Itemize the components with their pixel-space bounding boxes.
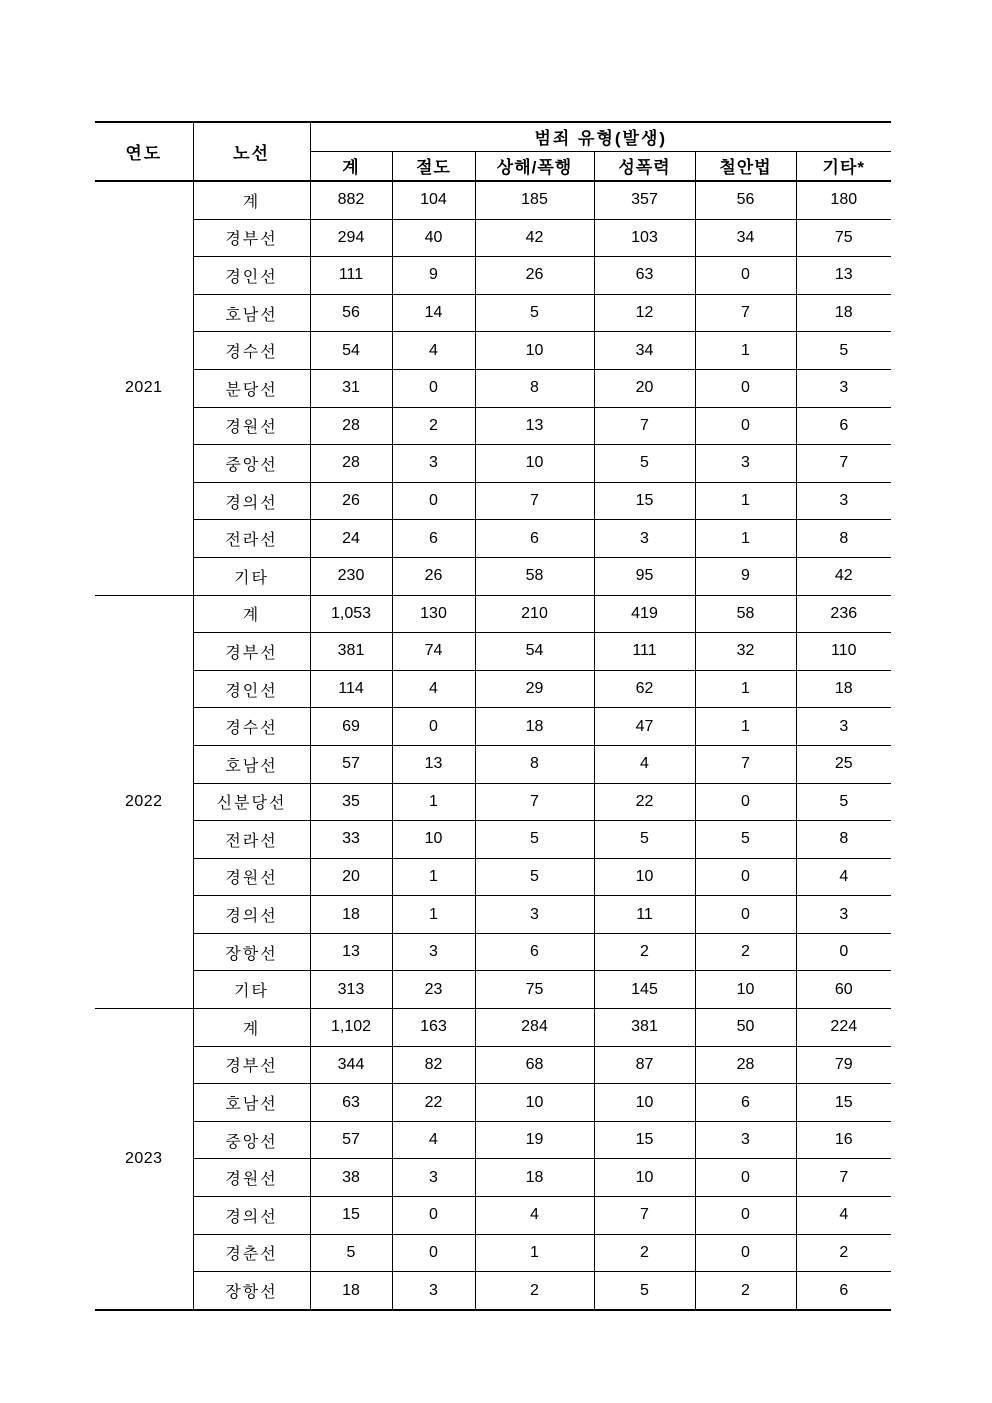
value-cell: 15	[594, 1121, 695, 1159]
crime-column-header-2: 상해/폭행	[475, 151, 594, 181]
value-cell: 15	[796, 1084, 891, 1122]
value-cell: 5	[796, 783, 891, 821]
line-cell: 계	[193, 1009, 310, 1047]
value-cell: 284	[475, 1009, 594, 1047]
line-cell: 계	[193, 595, 310, 633]
value-cell: 1	[695, 520, 796, 558]
value-cell: 79	[796, 1046, 891, 1084]
value-cell: 40	[392, 219, 475, 257]
value-cell: 2	[594, 933, 695, 971]
value-cell: 4	[796, 1197, 891, 1235]
value-cell: 103	[594, 219, 695, 257]
line-cell: 호남선	[193, 294, 310, 332]
value-cell: 6	[796, 407, 891, 445]
value-cell: 35	[310, 783, 392, 821]
value-cell: 25	[796, 745, 891, 783]
table-body	[95, 181, 891, 1310]
value-cell: 4	[475, 1197, 594, 1235]
value-cell: 15	[310, 1197, 392, 1235]
value-cell: 32	[695, 633, 796, 671]
value-cell: 1	[475, 1234, 594, 1272]
value-cell: 18	[475, 708, 594, 746]
value-cell: 63	[594, 257, 695, 295]
value-cell: 3	[392, 1159, 475, 1197]
value-cell: 10	[594, 1084, 695, 1122]
value-cell: 0	[695, 257, 796, 295]
value-cell: 8	[796, 821, 891, 859]
line-cell: 경부선	[193, 1046, 310, 1084]
value-cell: 8	[475, 745, 594, 783]
value-cell: 10	[594, 858, 695, 896]
value-cell: 42	[796, 557, 891, 595]
value-cell: 19	[475, 1121, 594, 1159]
value-cell: 1	[392, 896, 475, 934]
line-column-header: 노선	[193, 122, 310, 181]
value-cell: 47	[594, 708, 695, 746]
value-cell: 2	[594, 1234, 695, 1272]
value-cell: 13	[392, 745, 475, 783]
value-cell: 28	[695, 1046, 796, 1084]
value-cell: 22	[594, 783, 695, 821]
table-row	[95, 181, 891, 219]
table-row	[95, 1009, 891, 1047]
line-cell: 분당선	[193, 369, 310, 407]
value-cell: 75	[475, 971, 594, 1009]
value-cell: 2	[695, 933, 796, 971]
value-cell: 185	[475, 181, 594, 219]
value-cell: 28	[310, 407, 392, 445]
value-cell: 56	[310, 294, 392, 332]
value-cell: 18	[796, 670, 891, 708]
value-cell: 3	[796, 482, 891, 520]
value-cell: 5	[475, 294, 594, 332]
line-cell: 중앙선	[193, 1121, 310, 1159]
table-row	[95, 1084, 891, 1122]
value-cell: 13	[475, 407, 594, 445]
value-cell: 114	[310, 670, 392, 708]
table-row	[95, 858, 891, 896]
table-row	[95, 708, 891, 746]
value-cell: 10	[392, 821, 475, 859]
value-cell: 2	[392, 407, 475, 445]
value-cell: 2	[796, 1234, 891, 1272]
value-cell: 0	[392, 708, 475, 746]
table-row	[95, 257, 891, 295]
value-cell: 4	[392, 332, 475, 370]
value-cell: 28	[310, 445, 392, 483]
table-row	[95, 745, 891, 783]
value-cell: 111	[310, 257, 392, 295]
value-cell: 8	[475, 369, 594, 407]
line-cell: 경수선	[193, 332, 310, 370]
value-cell: 10	[695, 971, 796, 1009]
value-cell: 224	[796, 1009, 891, 1047]
value-cell: 1	[392, 858, 475, 896]
value-cell: 20	[594, 369, 695, 407]
value-cell: 0	[695, 1234, 796, 1272]
year-cell-2023: 2023	[95, 1009, 193, 1310]
line-cell: 장항선	[193, 933, 310, 971]
table-row	[95, 783, 891, 821]
value-cell: 7	[695, 294, 796, 332]
value-cell: 24	[310, 520, 392, 558]
value-cell: 33	[310, 821, 392, 859]
value-cell: 5	[310, 1234, 392, 1272]
value-cell: 3	[796, 896, 891, 934]
table-row	[95, 670, 891, 708]
value-cell: 313	[310, 971, 392, 1009]
crime-stats-table	[95, 121, 891, 1311]
value-cell: 294	[310, 219, 392, 257]
value-cell: 42	[475, 219, 594, 257]
value-cell: 10	[594, 1159, 695, 1197]
value-cell: 7	[594, 407, 695, 445]
crime-type-group-header: 범죄 유형(발생)	[310, 122, 891, 151]
value-cell: 7	[796, 1159, 891, 1197]
value-cell: 0	[695, 369, 796, 407]
table-row	[95, 520, 891, 558]
value-cell: 9	[695, 557, 796, 595]
header-group-row	[95, 122, 891, 151]
value-cell: 4	[796, 858, 891, 896]
table-row	[95, 971, 891, 1009]
value-cell: 6	[796, 1272, 891, 1310]
value-cell: 5	[796, 332, 891, 370]
line-cell: 기타	[193, 971, 310, 1009]
table-row	[95, 557, 891, 595]
value-cell: 95	[594, 557, 695, 595]
value-cell: 0	[392, 1234, 475, 1272]
value-cell: 5	[475, 858, 594, 896]
value-cell: 2	[475, 1272, 594, 1310]
value-cell: 75	[796, 219, 891, 257]
line-cell: 경의선	[193, 482, 310, 520]
value-cell: 6	[392, 520, 475, 558]
value-cell: 34	[594, 332, 695, 370]
value-cell: 6	[475, 933, 594, 971]
line-cell: 경부선	[193, 633, 310, 671]
value-cell: 6	[475, 520, 594, 558]
value-cell: 2	[695, 1272, 796, 1310]
year-cell-2022: 2022	[95, 595, 193, 1009]
value-cell: 18	[475, 1159, 594, 1197]
table-row	[95, 219, 891, 257]
crime-column-header-4: 철안법	[695, 151, 796, 181]
value-cell: 210	[475, 595, 594, 633]
value-cell: 1,102	[310, 1009, 392, 1047]
table-row	[95, 1272, 891, 1310]
value-cell: 180	[796, 181, 891, 219]
value-cell: 0	[392, 482, 475, 520]
value-cell: 63	[310, 1084, 392, 1122]
table-row	[95, 294, 891, 332]
table-row	[95, 482, 891, 520]
value-cell: 5	[695, 821, 796, 859]
value-cell: 3	[594, 520, 695, 558]
value-cell: 0	[695, 1197, 796, 1235]
table-row	[95, 332, 891, 370]
value-cell: 10	[475, 445, 594, 483]
line-cell: 경인선	[193, 670, 310, 708]
value-cell: 13	[796, 257, 891, 295]
value-cell: 20	[310, 858, 392, 896]
line-cell: 호남선	[193, 745, 310, 783]
value-cell: 60	[796, 971, 891, 1009]
value-cell: 22	[392, 1084, 475, 1122]
value-cell: 6	[695, 1084, 796, 1122]
value-cell: 0	[695, 1159, 796, 1197]
value-cell: 10	[475, 332, 594, 370]
value-cell: 15	[594, 482, 695, 520]
value-cell: 1	[695, 708, 796, 746]
line-cell: 전라선	[193, 821, 310, 859]
value-cell: 87	[594, 1046, 695, 1084]
table-row	[95, 595, 891, 633]
line-cell: 경의선	[193, 896, 310, 934]
value-cell: 13	[310, 933, 392, 971]
value-cell: 5	[594, 1272, 695, 1310]
table-row	[95, 1121, 891, 1159]
value-cell: 3	[796, 708, 891, 746]
value-cell: 8	[796, 520, 891, 558]
value-cell: 16	[796, 1121, 891, 1159]
value-cell: 68	[475, 1046, 594, 1084]
value-cell: 34	[695, 219, 796, 257]
value-cell: 3	[695, 1121, 796, 1159]
value-cell: 5	[594, 821, 695, 859]
table-row	[95, 896, 891, 934]
line-cell: 경부선	[193, 219, 310, 257]
line-cell: 기타	[193, 557, 310, 595]
value-cell: 3	[695, 445, 796, 483]
value-cell: 1	[392, 783, 475, 821]
value-cell: 0	[392, 1197, 475, 1235]
value-cell: 4	[392, 670, 475, 708]
line-cell: 장항선	[193, 1272, 310, 1310]
value-cell: 230	[310, 557, 392, 595]
value-cell: 26	[392, 557, 475, 595]
value-cell: 7	[594, 1197, 695, 1235]
value-cell: 130	[392, 595, 475, 633]
value-cell: 62	[594, 670, 695, 708]
value-cell: 58	[695, 595, 796, 633]
crime-column-header-0: 계	[310, 151, 392, 181]
value-cell: 5	[594, 445, 695, 483]
table-header	[95, 122, 891, 181]
value-cell: 7	[695, 745, 796, 783]
value-cell: 56	[695, 181, 796, 219]
value-cell: 54	[475, 633, 594, 671]
year-cell-2021: 2021	[95, 181, 193, 595]
value-cell: 3	[475, 896, 594, 934]
value-cell: 12	[594, 294, 695, 332]
value-cell: 54	[310, 332, 392, 370]
table-row	[95, 1159, 891, 1197]
value-cell: 9	[392, 257, 475, 295]
value-cell: 7	[475, 783, 594, 821]
value-cell: 57	[310, 1121, 392, 1159]
value-cell: 11	[594, 896, 695, 934]
value-cell: 18	[796, 294, 891, 332]
table-row	[95, 407, 891, 445]
value-cell: 0	[796, 933, 891, 971]
value-cell: 882	[310, 181, 392, 219]
value-cell: 18	[310, 896, 392, 934]
value-cell: 10	[475, 1084, 594, 1122]
value-cell: 0	[695, 896, 796, 934]
value-cell: 381	[594, 1009, 695, 1047]
value-cell: 18	[310, 1272, 392, 1310]
value-cell: 29	[475, 670, 594, 708]
value-cell: 14	[392, 294, 475, 332]
line-cell: 계	[193, 181, 310, 219]
value-cell: 58	[475, 557, 594, 595]
value-cell: 344	[310, 1046, 392, 1084]
line-cell: 호남선	[193, 1084, 310, 1122]
value-cell: 57	[310, 745, 392, 783]
value-cell: 50	[695, 1009, 796, 1047]
value-cell: 236	[796, 595, 891, 633]
value-cell: 23	[392, 971, 475, 1009]
line-cell: 신분당선	[193, 783, 310, 821]
value-cell: 3	[392, 1272, 475, 1310]
value-cell: 145	[594, 971, 695, 1009]
value-cell: 26	[475, 257, 594, 295]
value-cell: 0	[392, 369, 475, 407]
table-row	[95, 445, 891, 483]
value-cell: 163	[392, 1009, 475, 1047]
line-cell: 경수선	[193, 708, 310, 746]
year-column-header: 연도	[95, 122, 193, 181]
table-row	[95, 369, 891, 407]
value-cell: 74	[392, 633, 475, 671]
crime-column-header-3: 성폭력	[594, 151, 695, 181]
value-cell: 26	[310, 482, 392, 520]
table-row	[95, 633, 891, 671]
value-cell: 3	[392, 933, 475, 971]
line-cell: 경의선	[193, 1197, 310, 1235]
table-row	[95, 1197, 891, 1235]
table-row	[95, 1046, 891, 1084]
value-cell: 0	[695, 783, 796, 821]
value-cell: 31	[310, 369, 392, 407]
value-cell: 7	[796, 445, 891, 483]
line-cell: 경원선	[193, 407, 310, 445]
value-cell: 4	[392, 1121, 475, 1159]
value-cell: 0	[695, 407, 796, 445]
value-cell: 7	[475, 482, 594, 520]
value-cell: 0	[695, 858, 796, 896]
line-cell: 경원선	[193, 858, 310, 896]
line-cell: 경춘선	[193, 1234, 310, 1272]
value-cell: 5	[475, 821, 594, 859]
crime-column-header-1: 절도	[392, 151, 475, 181]
line-cell: 경인선	[193, 257, 310, 295]
crime-column-header-5: 기타*	[796, 151, 891, 181]
line-cell: 경원선	[193, 1159, 310, 1197]
value-cell: 1	[695, 332, 796, 370]
value-cell: 38	[310, 1159, 392, 1197]
value-cell: 1,053	[310, 595, 392, 633]
line-cell: 전라선	[193, 520, 310, 558]
value-cell: 4	[594, 745, 695, 783]
value-cell: 1	[695, 670, 796, 708]
value-cell: 3	[392, 445, 475, 483]
value-cell: 69	[310, 708, 392, 746]
value-cell: 1	[695, 482, 796, 520]
value-cell: 111	[594, 633, 695, 671]
value-cell: 110	[796, 633, 891, 671]
value-cell: 3	[796, 369, 891, 407]
value-cell: 381	[310, 633, 392, 671]
value-cell: 357	[594, 181, 695, 219]
line-cell: 중앙선	[193, 445, 310, 483]
value-cell: 82	[392, 1046, 475, 1084]
value-cell: 419	[594, 595, 695, 633]
table-row	[95, 933, 891, 971]
table-row	[95, 821, 891, 859]
table-row	[95, 1234, 891, 1272]
value-cell: 104	[392, 181, 475, 219]
